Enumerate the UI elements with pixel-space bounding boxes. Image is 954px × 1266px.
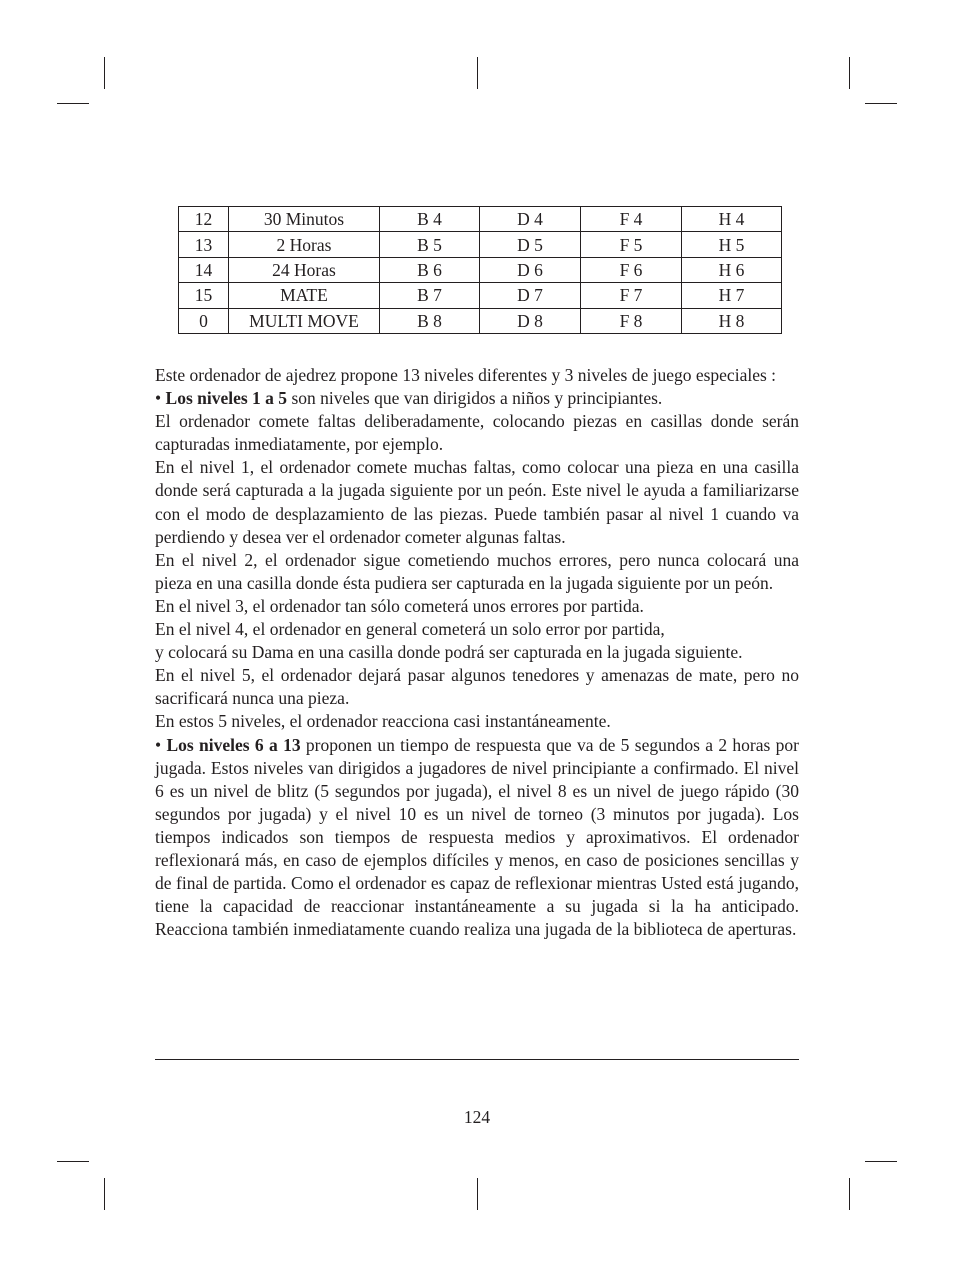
paragraph-faltas: El ordenador comete faltas deliberadamente, colocando piezas en casillas donde serán capturadas inmediatamente, por ejemplo.: [155, 411, 799, 455]
paragraph-nivel-2: En el nivel 2, el ordenador sigue cometiendo muchos errores, pero nunca colocará una pieza en una casilla donde ésta pudiera ser capturada en la jugada siguiente por un peón.: [155, 549, 799, 593]
levels-1-5-text: son niveles que van dirigidos a niños y principiantes.: [287, 388, 663, 409]
table-cell: MATE: [229, 283, 380, 308]
levels-1-5-heading: Los niveles 1 a 5: [165, 388, 288, 409]
table-cell: F 6: [581, 257, 682, 282]
paragraph-nivel-4b: y colocará su Dama en una casilla donde podrá ser capturada en la jugada siguiente.: [155, 642, 743, 663]
table-cell: B 5: [380, 232, 480, 257]
paragraph-levels-6-13: [155, 734, 799, 942]
crop-mark: [57, 103, 89, 104]
paragraph-nivel-4a: En el nivel 4, el ordenador en general cometerá un solo error por partida,: [155, 619, 665, 640]
levels-table: [178, 206, 782, 334]
paragraph-levels-1-5: [155, 387, 799, 410]
body-text: [155, 364, 799, 941]
levels-6-13-text: proponen un tiempo de respuesta que va de 5 segundos a 2 horas por jugada. Estos niveles van dirigidos a jugadores de nivel principiante a confirmado. El nivel 6 es un nivel de blitz (5 segundos por jugada), el nivel 8 es un nivel de juego rápido (30 segundos por jugada) y el nivel 10 es un nivel de torneo (3 minutos por jugada). Los tiempos indicados son tiempos de respuesta medios y aproximativos. El ordenador reflexionará más, en caso de ejemplos difíciles y menos, en caso de posiciones sencillas y de final de partida. Como el ordenador es capaz de reflexionar mientras Usted está jugando, tiene la capacidad de reaccionar instantáneamente a su jugada si la ha anticipado. Reacciona también inmediatamente cuando realiza una jugada de la biblioteca de aperturas.: [155, 734, 799, 940]
table-cell: MULTI MOVE: [229, 308, 380, 333]
crop-mark: [104, 1178, 105, 1210]
table-row: [179, 283, 782, 308]
table-cell: B 8: [380, 308, 480, 333]
bullet: •: [155, 388, 166, 409]
paragraph-reacciona: En estos 5 niveles, el ordenador reacciona casi instantáneamente.: [155, 711, 611, 732]
table-cell: F 4: [581, 207, 682, 232]
table-cell: H 6: [682, 257, 782, 282]
paragraph-nivel-1: En el nivel 1, el ordenador comete muchas faltas, como colocar una pieza en una casilla donde será capturada a la jugada siguiente por un peón. Este nivel le ayuda a familiarizarse con el modo de desplazamiento de las piezas. Puede también pasar al nivel 1 cuando va perdiendo y desea ver el ordenador cometer algunas faltas.: [155, 457, 799, 547]
paragraph-nivel-3: En el nivel 3, el ordenador tan sólo cometerá unos errores por partida.: [155, 595, 644, 616]
table-cell: H 4: [682, 207, 782, 232]
table-cell: 30 Minutos: [229, 207, 380, 232]
table-row: [179, 308, 782, 333]
paragraph-nivel-5: En el nivel 5, el ordenador dejará pasar algunos tenedores y amenazas de mate, pero no sacrificará nunca una pieza.: [155, 665, 799, 709]
table-row: [179, 257, 782, 282]
table-row: [179, 207, 782, 232]
crop-mark: [477, 1178, 478, 1210]
crop-mark: [57, 1161, 89, 1162]
crop-mark: [477, 57, 478, 89]
footer-rule: [155, 1059, 799, 1060]
table-cell: D 7: [480, 283, 581, 308]
table-cell: H 7: [682, 283, 782, 308]
bullet: •: [155, 734, 167, 755]
crop-mark: [849, 57, 850, 89]
table-cell: 12: [179, 207, 229, 232]
page-number: 124: [463, 1107, 491, 1127]
table-cell: D 4: [480, 207, 581, 232]
crop-mark: [849, 1178, 850, 1210]
table-cell: B 7: [380, 283, 480, 308]
table-cell: 14: [179, 257, 229, 282]
table-cell: D 5: [480, 232, 581, 257]
table-cell: 13: [179, 232, 229, 257]
table-cell: H 5: [682, 232, 782, 257]
table-cell: H 8: [682, 308, 782, 333]
crop-mark: [865, 1161, 897, 1162]
table-cell: F 5: [581, 232, 682, 257]
table-cell: D 6: [480, 257, 581, 282]
table-cell: D 8: [480, 308, 581, 333]
crop-mark: [865, 103, 897, 104]
table-cell: 2 Horas: [229, 232, 380, 257]
levels-6-13-heading: Los niveles 6 a 13: [166, 734, 301, 755]
table-cell: 0: [179, 308, 229, 333]
table-row: [179, 232, 782, 257]
table-cell: 24 Horas: [229, 257, 380, 282]
crop-mark: [104, 57, 105, 89]
table-cell: F 7: [581, 283, 682, 308]
table-cell: B 4: [380, 207, 480, 232]
paragraph-intro: Este ordenador de ajedrez propone 13 niveles diferentes y 3 niveles de juego especiales :: [155, 365, 777, 385]
table-cell: 15: [179, 283, 229, 308]
table-cell: F 8: [581, 308, 682, 333]
table-cell: B 6: [380, 257, 480, 282]
